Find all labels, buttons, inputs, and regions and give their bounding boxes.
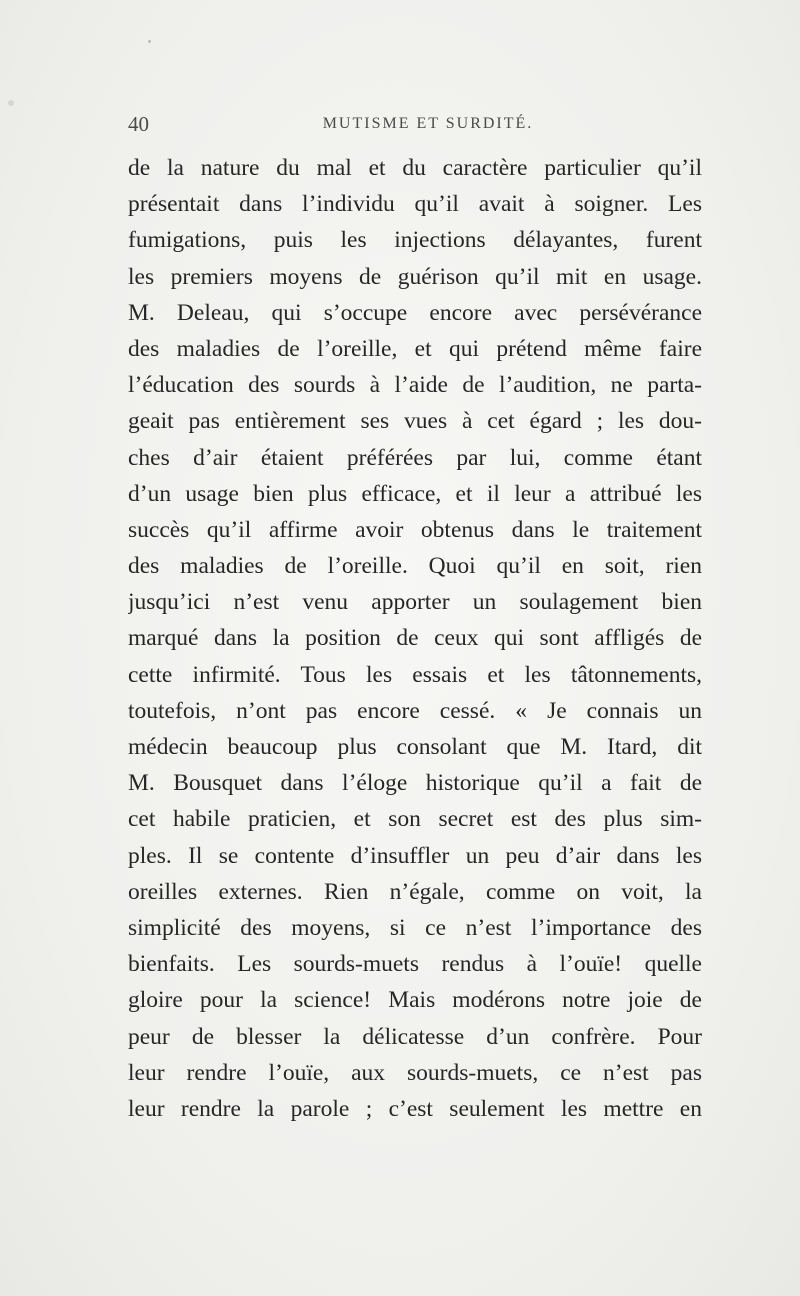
text-line: succès qu’il affirme avoir obtenus dans le traitement [128,516,702,543]
text-line: oreilles externes. Rien n’égale, comme on voit, la [128,878,702,905]
running-head: MUTISME ET SURDITÉ. [322,115,534,132]
text-line: d’un usage bien plus efficace, et il leur a attribué les [128,480,702,507]
text-line: les premiers moyens de guérison qu’il mit en usage. [128,263,702,290]
text-line: toutefois, n’ont pas encore cessé. « Je connais un [128,697,702,724]
text-line: l’éducation des sourds à l’aide de l’audition, ne parta- [128,372,702,399]
text-line: simplicité des moyens, si ce n’est l’importance des [128,914,702,941]
text-line: jusqu’ici n’est venu apporter un soulagement bien [128,589,702,616]
text-line: ples. Il se contente d’insuffler un peu d’air dans les [128,842,702,869]
text-line: M. Deleau, qui s’occupe encore avec persévérance [128,299,702,326]
page-header [128,112,700,142]
text-line: des maladies de l’oreille. Quoi qu’il en soit, rien [128,553,702,580]
text-line: gloire pour la science! Mais modérons notre joie de [128,987,702,1014]
text-line: peur de blesser la délicatesse d’un confrère. Pour [128,1023,702,1050]
text-line: médecin beaucoup plus consolant que M. Itard, dit [128,734,702,760]
text-line: M. Bousquet dans l’éloge historique qu’il a fait de [128,770,702,797]
text-line: leur rendre la parole ; c’est seulement les mettre en [128,1095,702,1122]
paper-speck [148,40,151,43]
body-text [128,150,702,1127]
text-line: des maladies de l’oreille, et qui prétend même faire [128,335,702,362]
text-line: marqué dans la position de ceux qui sont affligés de [128,625,702,652]
text-line: ches d’air étaient préférées par lui, comme étant [128,444,702,471]
text-line: cet habile praticien, et son secret est des plus sim- [128,806,702,833]
text-line: présentait dans l’individu qu’il avait à soigner. Les [128,191,702,218]
paper-speck [8,100,14,106]
text-line: de la nature du mal et du caractère particulier qu’il [128,155,702,181]
text-line: cette infirmité. Tous les essais et les tâtonnements, [128,661,702,688]
text-line: fumigations, puis les injections délayantes, furent [128,227,702,254]
page-number: 40 [128,112,149,136]
text-line: bienfaits. Les sourds-muets rendus à l’ouïe! quelle [128,951,702,978]
text-line: leur rendre l’ouïe, aux sourds-muets, ce n’est pas [128,1059,702,1086]
text-line: geait pas entièrement ses vues à cet égard ; les dou- [128,408,702,435]
